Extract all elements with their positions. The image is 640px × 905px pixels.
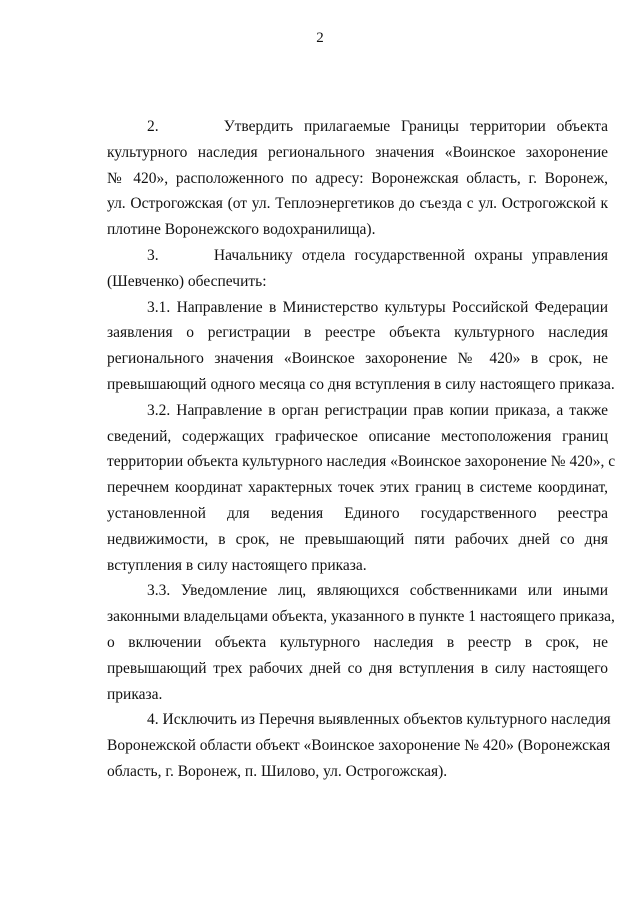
paragraph-item-4 xyxy=(107,707,611,784)
text-line: заявления о регистрации в реестре объекта культурного наследия xyxy=(107,324,608,342)
text-line: (Шевченко) обеспечить: xyxy=(107,272,267,290)
text-line: законными владельцами объекта, указанного в пункте 1 настоящего приказа, xyxy=(107,608,615,626)
text-line: территории объекта культурного наследия «Воинское захоронение № 420», с xyxy=(107,453,616,471)
text-line: 3.3. Уведомление лиц, являющихся собственниками или иными xyxy=(147,582,608,600)
text-line: 2. Утвердить прилагаемые Границы территории объекта xyxy=(147,118,608,135)
paragraph-item-3 xyxy=(107,243,608,295)
text-line: регионального значения «Воинское захоронение № 420» в срок, не xyxy=(107,350,608,368)
text-line: превышающий одного месяца со дня вступления в силу настоящего приказа. xyxy=(107,375,615,393)
text-line: перечнем координат характерных точек этих границ в системе координат, xyxy=(107,479,608,497)
text-line: превышающий трех рабочих дней со дня вступления в силу настоящего xyxy=(107,659,608,677)
text-line: вступления в силу настоящего приказа. xyxy=(107,556,367,574)
document-body xyxy=(107,114,616,785)
text-line: № 420», расположенного по адресу: Воронежская область, г. Воронеж, xyxy=(107,169,608,187)
text-line: приказа. xyxy=(107,685,163,703)
paragraph-item-2 xyxy=(107,114,608,243)
text-line: 4. Исключить из Перечня выявленных объектов культурного наследия xyxy=(147,711,611,729)
text-line: Воронежской области объект «Воинское захоронение № 420» (Воронежская xyxy=(107,737,611,755)
paragraph-item-3-2 xyxy=(107,398,616,579)
page-number: 2 xyxy=(316,30,324,46)
paragraph-item-3-1 xyxy=(107,295,615,398)
text-line: недвижимости, в срок, не превышающий пяти рабочих дней со дня xyxy=(107,530,608,548)
text-line: 3.1. Направление в Министерство культуры Российской Федерации xyxy=(147,298,608,316)
text-line: культурного наследия регионального значения «Воинское захоронение xyxy=(107,143,608,161)
text-line: о включении объекта культурного наследия в реестр в срок, не xyxy=(107,633,608,651)
text-line: ул. Острогожская (от ул. Теплоэнергетиков до съезда с ул. Острогожской к xyxy=(107,195,608,213)
text-line: 3.2. Направление в орган регистрации прав копии приказа, а также xyxy=(147,401,608,419)
paragraph-item-3-3 xyxy=(107,578,615,707)
text-line: установленной для ведения Единого государственного реестра xyxy=(107,504,608,522)
text-line: 3. Начальнику отдела государственной охраны управления xyxy=(147,246,608,264)
text-line: плотине Воронежского водохранилища). xyxy=(107,221,376,239)
text-line: сведений, содержащих графическое описание местоположения границ xyxy=(107,427,608,445)
text-line: область, г. Воронеж, п. Шилово, ул. Острогожская). xyxy=(107,762,448,780)
